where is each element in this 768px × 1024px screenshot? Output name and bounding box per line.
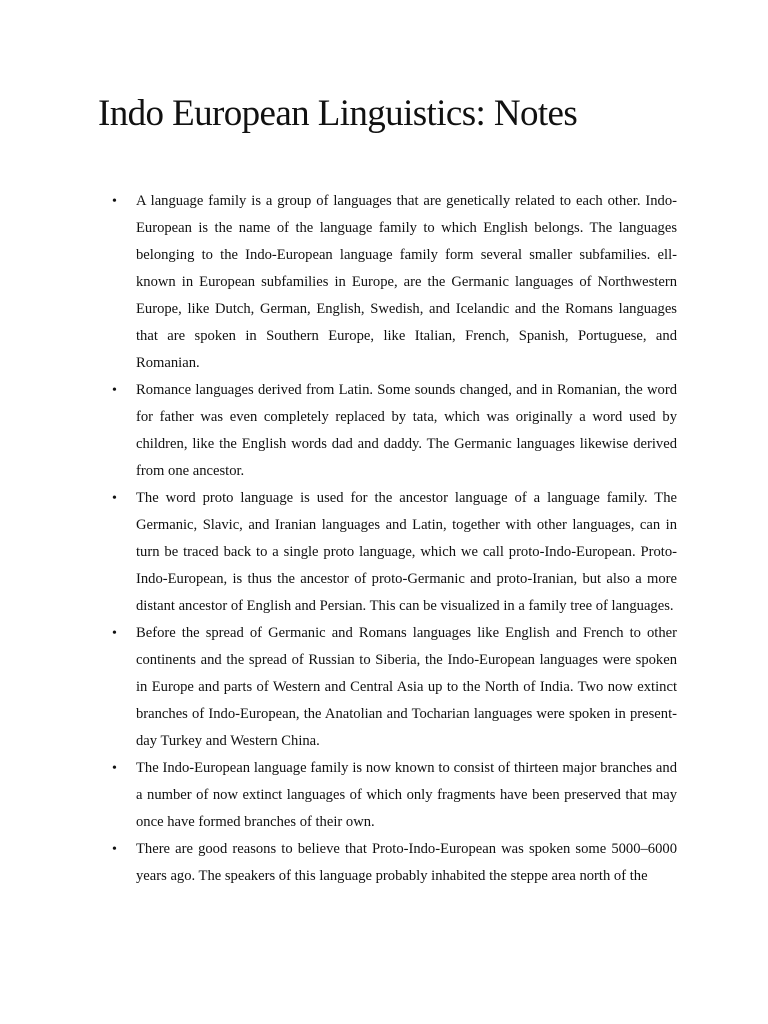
page-title: Indo European Linguistics: Notes <box>98 93 578 134</box>
notes-list <box>0 188 768 890</box>
note-text: Before the spread of Germanic and Romans languages like English and French to other continents and the spread of Russian to Siberia, the Indo-European languages were spoken in Europe and parts of Western and Central Asia up to the North of India. Two now extinct branches of Indo-European, the Anatolian and Tocharian languages were spoken in present-day Turkey and Western China. <box>136 625 677 749</box>
bullet-icon: • <box>112 491 117 506</box>
note-text: The Indo-European language family is now known to consist of thirteen major branches and a number of now extinct languages of which only fragments have been preserved that may once have formed branches of their own. <box>136 760 677 830</box>
note-text: A language family is a group of languages that are genetically related to each other. Indo-European is the name of the language family to which English belongs. The languages belonging to the Indo-European language family form several smaller subfamilies. ell-known in European subfamilies in Europe, are the Germanic languages of Northwestern Europe, like Dutch, German, English, Swedish, and Icelandic and the Romans languages that are spoken in Southern Europe, like Italian, French, Spanish, Portuguese, and Romanian. <box>136 193 677 371</box>
bullet-icon: • <box>112 383 117 398</box>
bullet-icon: • <box>112 626 117 641</box>
note-item-5 <box>0 755 677 836</box>
note-item-1 <box>0 188 677 377</box>
note-item-3 <box>0 485 677 620</box>
note-text: The word proto language is used for the ancestor language of a language family. The Germanic, Slavic, and Iranian languages and Latin, together with other languages, can in turn be traced back to a single proto language, which we call proto-Indo-European. Proto-Indo-European, is thus the ancestor of proto-Germanic and proto-Iranian, but also a more distant ancestor of English and Persian. This can be visualized in a family tree of languages. <box>136 490 677 614</box>
note-text: There are good reasons to believe that Proto-Indo-European was spoken some 5000–6000 years ago. The speakers of this language probably inhabited the steppe area north of the <box>136 841 677 884</box>
bullet-icon: • <box>112 842 117 857</box>
bullet-icon: • <box>112 761 117 776</box>
note-item-2 <box>0 377 677 485</box>
note-text: Romance languages derived from Latin. Some sounds changed, and in Romanian, the word for father was even completely replaced by tata, which was originally a word used by children, like the English words dad and daddy. The Germanic languages likewise derived from one ancestor. <box>136 382 677 479</box>
bullet-icon: • <box>112 194 117 209</box>
note-item-4 <box>0 620 677 755</box>
note-item-6 <box>0 836 677 890</box>
